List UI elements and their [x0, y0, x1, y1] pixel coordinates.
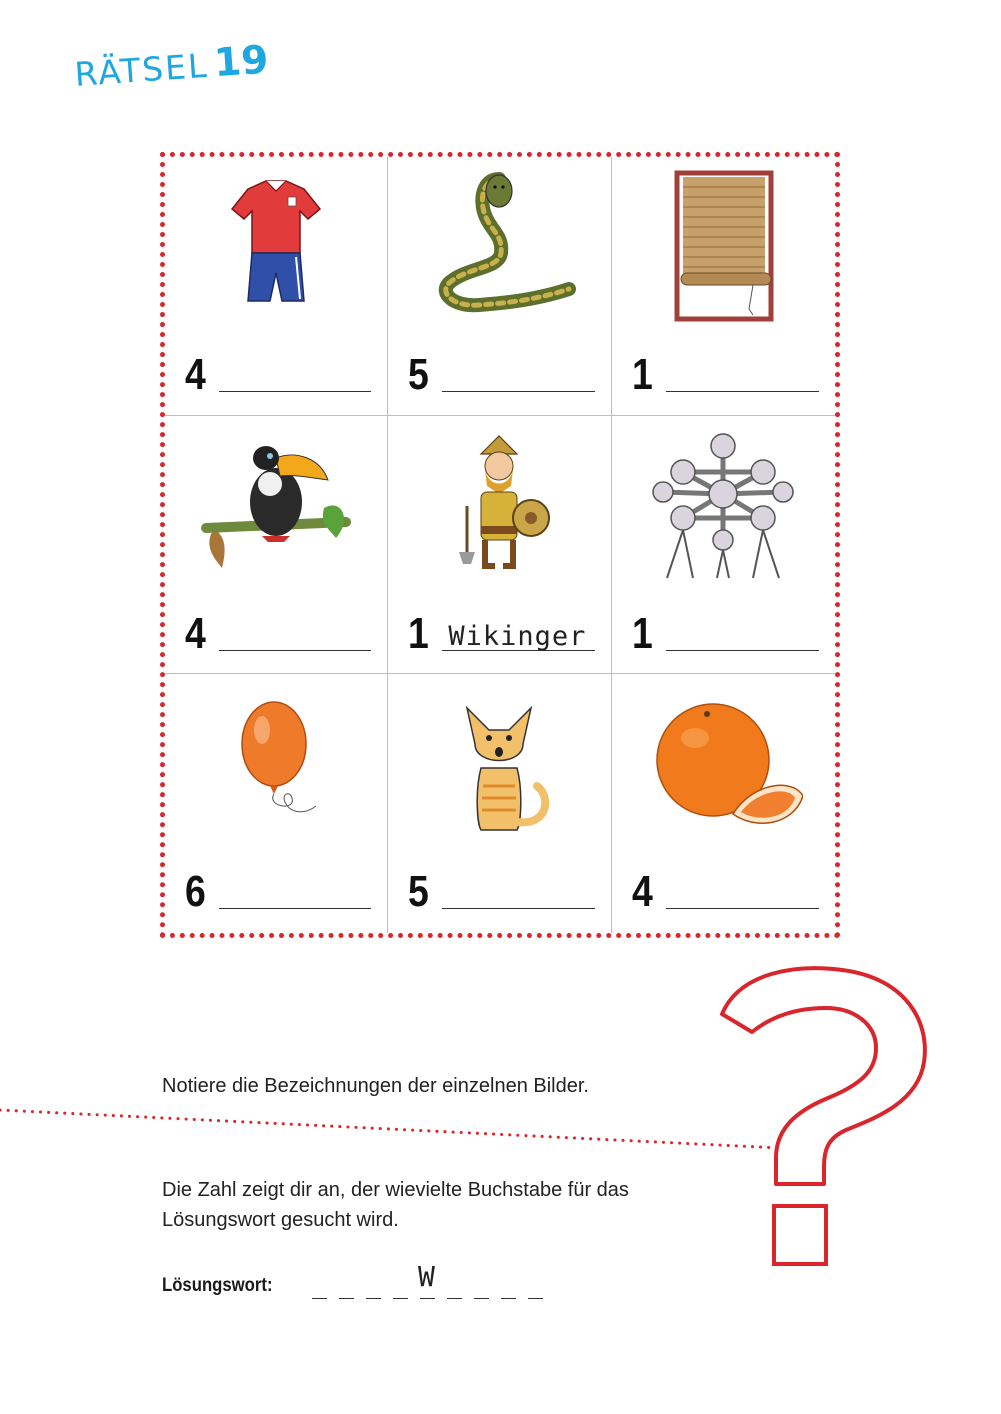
solution-label: Lösungswort: — [162, 1275, 273, 1296]
toucan-icon — [196, 428, 356, 588]
letter-position: 1 — [631, 608, 653, 658]
letter-position: 4 — [185, 608, 206, 658]
letter-position: 4 — [631, 867, 653, 917]
solution-slot[interactable] — [418, 1260, 435, 1299]
solution-slots — [312, 1260, 555, 1299]
puzzle-cell — [388, 416, 611, 675]
answer-line[interactable] — [666, 650, 819, 651]
solution-letter: W — [418, 1260, 435, 1293]
picture-grid — [160, 152, 840, 938]
puzzle-cell — [612, 157, 835, 416]
answer-line[interactable] — [442, 908, 594, 909]
instruction-text: Notiere die Bezeichnungen der einzelnen Bilder. — [162, 1075, 589, 1097]
letter-position: 5 — [408, 867, 430, 917]
title-word: RÄTSEL — [73, 45, 210, 94]
orange-icon — [643, 686, 803, 846]
letter-position: 1 — [408, 608, 430, 658]
cobra-icon — [419, 169, 579, 329]
roller-blind-icon — [643, 169, 803, 329]
letter-position: 4 — [185, 350, 206, 399]
dotted-divider — [0, 1106, 780, 1156]
letter-position: 1 — [631, 350, 653, 399]
title-number: 19 — [212, 37, 270, 87]
answer-line[interactable] — [219, 908, 371, 909]
viking-icon — [419, 428, 579, 588]
letter-position: 6 — [185, 867, 206, 917]
puzzle-cell — [165, 416, 388, 675]
solution-slot[interactable] — [447, 1286, 462, 1299]
puzzle-cell — [165, 157, 388, 416]
letter-position: 5 — [408, 350, 430, 399]
answer-line[interactable] — [666, 391, 819, 392]
cat-icon — [419, 686, 579, 846]
solution-slot[interactable] — [393, 1286, 408, 1299]
answer-line[interactable] — [219, 391, 371, 392]
answer-line[interactable] — [666, 908, 819, 909]
solution-slot[interactable] — [366, 1286, 381, 1299]
solution-slot[interactable] — [474, 1286, 489, 1299]
puzzle-cell — [388, 674, 611, 933]
atomium-icon — [643, 428, 803, 588]
football-kit-icon — [196, 169, 356, 329]
solution-slot[interactable] — [501, 1286, 516, 1299]
instruction-text: Die Zahl zeigt dir an, der wievielte Buchstabe für das Lösungswort gesucht wird. — [162, 1179, 629, 1231]
solution-slot[interactable] — [339, 1286, 354, 1299]
solution-slot[interactable] — [312, 1286, 327, 1299]
puzzle-cell — [165, 674, 388, 933]
puzzle-cell — [612, 416, 835, 675]
answer-line[interactable] — [219, 650, 371, 651]
handwritten-answer: Wikinger — [448, 620, 587, 652]
solution-slot[interactable] — [528, 1286, 543, 1299]
page-title — [73, 37, 270, 94]
balloon-icon — [196, 686, 356, 846]
puzzle-cell — [612, 674, 835, 933]
puzzle-cell — [388, 157, 611, 416]
answer-line[interactable] — [442, 391, 594, 392]
